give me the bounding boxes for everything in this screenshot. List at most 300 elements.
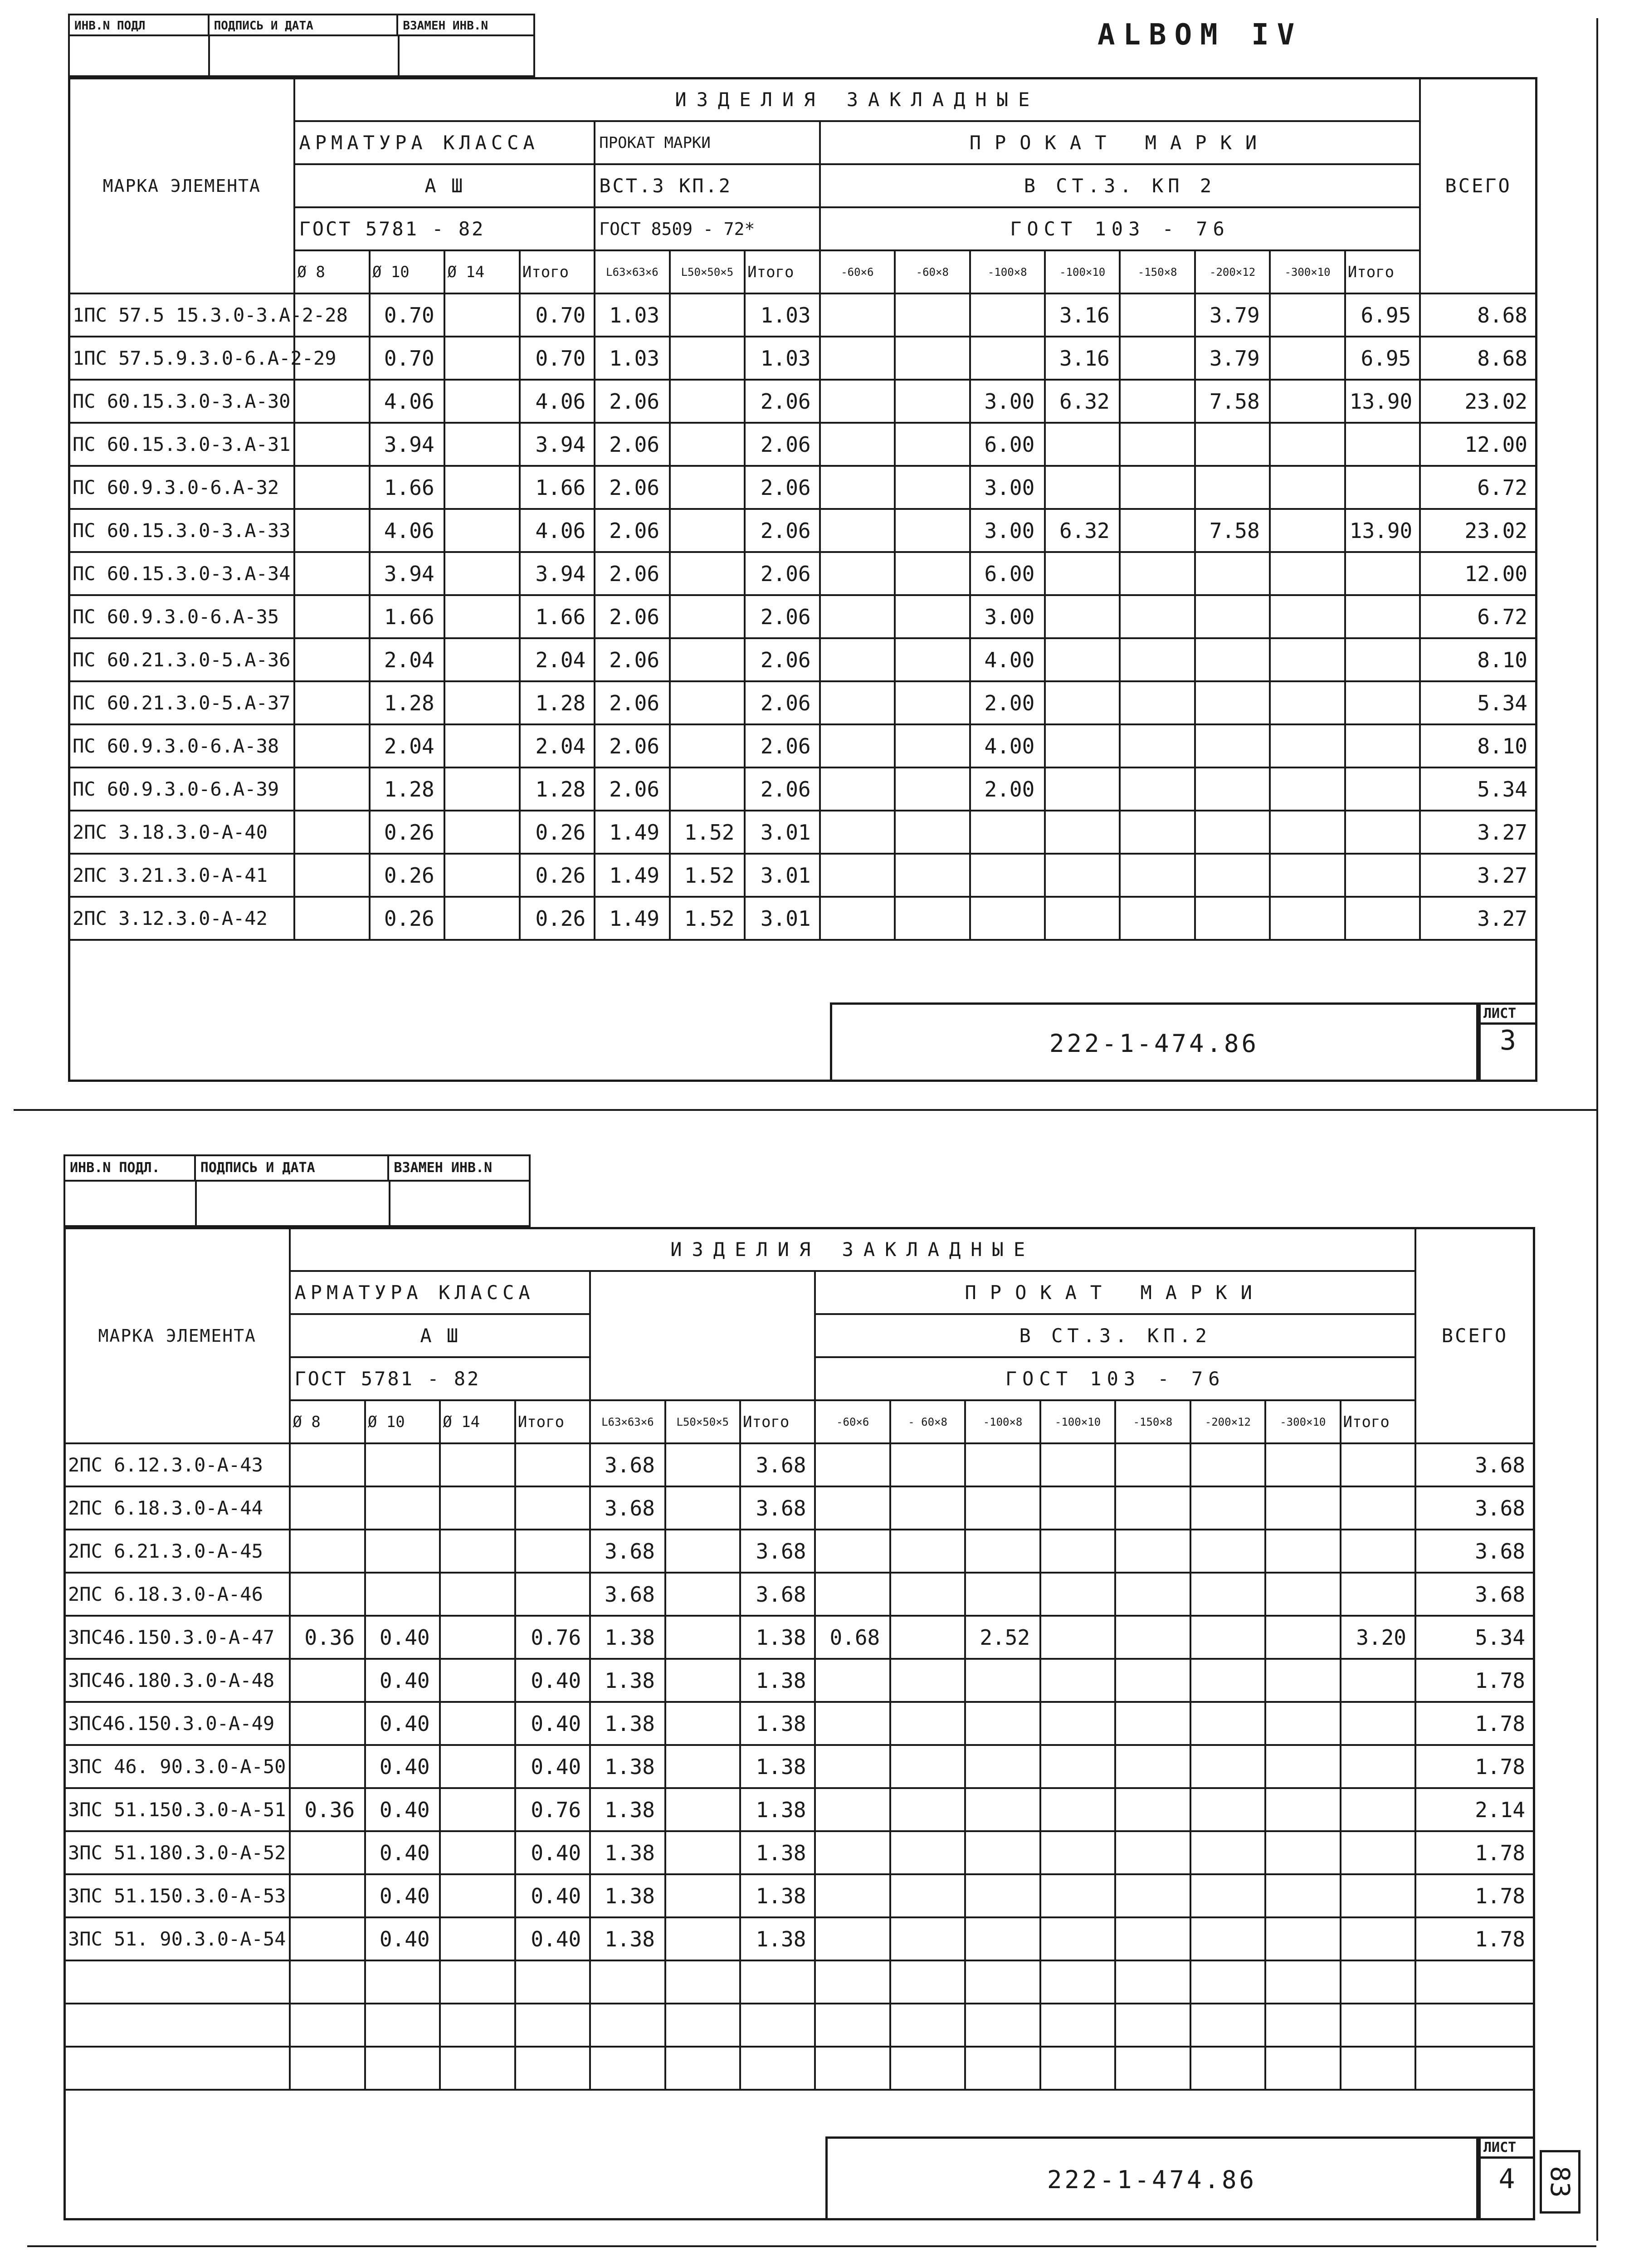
list-label: ЛИСТ <box>1481 2139 1533 2159</box>
cell-value <box>1120 767 1195 811</box>
cell-value <box>890 1443 965 1486</box>
cell-value <box>895 380 970 423</box>
cell-value <box>290 1960 365 2004</box>
row-mark: ПС 60.21.3.0-5.А-36 <box>69 638 294 681</box>
cell-value: 1.38 <box>740 1616 815 1659</box>
cell-value <box>1115 1874 1190 1917</box>
row-total: 8.10 <box>1420 724 1536 767</box>
cell-value: 4.06 <box>370 509 444 552</box>
column-header: -300×10 <box>1265 1400 1340 1443</box>
prokat2-label: ПРОКАТ МАРКИ <box>815 1271 1415 1314</box>
cell-value <box>1040 1702 1115 1745</box>
row-mark: ПС 60.9.3.0-6.А-32 <box>69 466 294 509</box>
row-total: 1.78 <box>1415 1659 1534 1702</box>
cell-value <box>1345 724 1420 767</box>
cell-value <box>1341 2047 1415 2090</box>
album-header: ALBOM IV <box>1097 18 1303 52</box>
cell-value: 1.03 <box>595 293 669 337</box>
cell-value <box>665 1486 740 1530</box>
cell-value <box>895 466 970 509</box>
cell-value: 0.36 <box>290 1616 365 1659</box>
cell-value <box>1190 1659 1265 1702</box>
cell-value <box>895 509 970 552</box>
row-total: 3.68 <box>1415 1573 1534 1616</box>
table-row <box>69 466 1536 509</box>
cell-value <box>1341 1788 1415 1831</box>
cell-value <box>1040 1874 1115 1917</box>
row-mark: 1ПС 57.5.9.3.0-6.А-2-29 <box>69 337 294 380</box>
cell-value <box>890 1831 965 1874</box>
cell-value <box>820 337 895 380</box>
cell-value: 13.90 <box>1345 509 1420 552</box>
row-mark <box>64 2004 290 2047</box>
row-mark: ПС 60.15.3.0-3.А-34 <box>69 552 294 595</box>
cell-value <box>1265 1486 1340 1530</box>
column-header: -200×12 <box>1195 250 1270 293</box>
cell-value <box>1265 2047 1340 2090</box>
row-mark <box>64 1960 290 2004</box>
cell-value <box>1040 2047 1115 2090</box>
cell-value <box>1265 1659 1340 1702</box>
cell-value <box>1120 897 1195 940</box>
cell-value <box>444 595 519 638</box>
cell-value <box>1115 2004 1190 2047</box>
cell-value <box>665 1960 740 2004</box>
cell-value: 3.01 <box>745 897 819 940</box>
cell-value: 1.52 <box>670 897 745 940</box>
cell-value: 1.38 <box>590 1745 665 1788</box>
row-total: 3.68 <box>1415 1486 1534 1530</box>
column-header: L63×63×6 <box>595 250 669 293</box>
cell-value <box>890 1745 965 1788</box>
row-mark: 1ПС 57.5 15.3.0-3.А-2-28 <box>69 293 294 337</box>
cell-value: 3.16 <box>1045 337 1120 380</box>
cell-value <box>294 552 369 595</box>
cell-value <box>444 466 519 509</box>
row-total: 6.72 <box>1420 466 1536 509</box>
cell-value: 3.68 <box>590 1573 665 1616</box>
row-mark: 3ПС46.150.3.0-А-47 <box>64 1616 290 1659</box>
cell-value: 3.68 <box>740 1443 815 1486</box>
cell-value <box>1120 811 1195 854</box>
cell-value <box>294 509 369 552</box>
cell-value <box>1120 681 1195 724</box>
cell-value <box>1045 638 1120 681</box>
cell-value <box>1045 854 1120 897</box>
cell-value <box>1045 897 1120 940</box>
cell-value <box>1115 1960 1190 2004</box>
cell-value <box>590 1960 665 2004</box>
cell-value <box>1045 811 1120 854</box>
cell-value <box>365 2047 440 2090</box>
cell-value <box>670 423 745 466</box>
cell-value <box>294 380 369 423</box>
cell-value <box>1195 724 1270 767</box>
cell-value <box>440 1831 515 1874</box>
cell-value <box>820 638 895 681</box>
cell-value <box>1341 2004 1415 2047</box>
cell-value <box>965 2004 1040 2047</box>
armatura-class-text: А Ш <box>424 175 465 197</box>
cell-value <box>1341 1659 1415 1702</box>
cell-value <box>294 767 369 811</box>
cell-value <box>440 1530 515 1573</box>
cell-value <box>820 811 895 854</box>
stamp-inv: ИНВ.N ПОДЛ. <box>65 1156 196 1180</box>
cell-value: 2.04 <box>370 724 444 767</box>
cell-value: 2.06 <box>745 595 819 638</box>
row-mark: ПС 60.15.3.0-3.А-33 <box>69 509 294 552</box>
row-total: 6.72 <box>1420 595 1536 638</box>
cell-value <box>815 2047 890 2090</box>
marka-header: МАРКА ЭЛЕМЕНТА <box>69 78 294 293</box>
armatura-label: АРМАТУРА КЛАССА <box>290 1271 590 1314</box>
cell-value <box>1040 1616 1115 1659</box>
cell-value: 4.06 <box>520 380 595 423</box>
cell-value <box>290 1745 365 1788</box>
cell-value <box>965 1960 1040 2004</box>
cell-value <box>1045 767 1120 811</box>
cell-value: 2.06 <box>745 466 819 509</box>
table-row <box>64 1530 1534 1573</box>
cell-value <box>895 724 970 767</box>
cell-value <box>290 1917 365 1960</box>
column-header: Ø 14 <box>444 250 519 293</box>
cell-value: 4.06 <box>370 380 444 423</box>
column-header: -60×8 <box>895 250 970 293</box>
table-row <box>64 1443 1534 1486</box>
column-header: -60×6 <box>820 250 895 293</box>
stamp-inv: ИНВ.N ПОДЛ <box>70 15 210 34</box>
cell-value <box>965 1702 1040 1745</box>
cell-value <box>365 1486 440 1530</box>
cell-value <box>290 2004 365 2047</box>
cell-value <box>815 1443 890 1486</box>
stamp-sign: ПОДПИСЬ И ДАТА <box>210 15 399 34</box>
doc-code-box-bottom <box>825 2136 1478 2220</box>
cell-value: 0.26 <box>520 811 595 854</box>
prokat2-marka: В СТ.3. КП.2 <box>815 1314 1415 1357</box>
cell-value <box>444 811 519 854</box>
cell-value <box>665 1788 740 1831</box>
column-header: Итого <box>745 250 819 293</box>
cell-value <box>670 724 745 767</box>
cell-value <box>815 1745 890 1788</box>
cell-value <box>1265 1530 1340 1573</box>
cell-value <box>1040 2004 1115 2047</box>
cell-value: 2.04 <box>370 638 444 681</box>
cell-value <box>965 1573 1040 1616</box>
cell-value: 3.68 <box>590 1486 665 1530</box>
cell-value <box>1120 380 1195 423</box>
cell-value <box>820 293 895 337</box>
cell-value <box>1190 1616 1265 1659</box>
cell-value <box>1045 681 1120 724</box>
doc-code: 222-1-474.86 <box>1047 2165 1257 2194</box>
column-header: L63×63×6 <box>590 1400 665 1443</box>
table-row <box>64 1616 1534 1659</box>
row-mark: 3ПС 51. 90.3.0-А-54 <box>64 1917 290 1960</box>
cell-value: 1.38 <box>590 1874 665 1917</box>
prokat1-gost: ГОСТ 8509 - 72* <box>595 207 819 250</box>
cell-value <box>365 1530 440 1573</box>
cell-value <box>1040 1960 1115 2004</box>
cell-value <box>515 1960 590 2004</box>
cell-value <box>1345 811 1420 854</box>
prokat2-marka: В СТ.3. КП 2 <box>820 164 1420 207</box>
cell-value <box>665 2004 740 2047</box>
cell-value <box>515 2047 590 2090</box>
cell-value <box>1270 552 1345 595</box>
table-row <box>64 1486 1534 1530</box>
cell-value: 3.68 <box>740 1486 815 1530</box>
cell-value: 3.94 <box>370 552 444 595</box>
cell-value <box>290 1486 365 1530</box>
cell-value <box>290 2047 365 2090</box>
cell-value <box>820 897 895 940</box>
cell-value <box>815 1702 890 1745</box>
cell-value: 1.03 <box>745 293 819 337</box>
cell-value: 2.52 <box>965 1616 1040 1659</box>
cell-value <box>665 1917 740 1960</box>
cell-value: 0.40 <box>515 1659 590 1702</box>
cell-value: 3.68 <box>590 1530 665 1573</box>
cell-value: 0.40 <box>365 1917 440 1960</box>
cell-value <box>1345 854 1420 897</box>
cell-value <box>1341 1573 1415 1616</box>
cell-value: 2.06 <box>595 638 669 681</box>
cell-value <box>1341 1831 1415 1874</box>
table-row <box>69 595 1536 638</box>
approval-stamp-bottom-cells <box>63 1182 531 1227</box>
cell-value: 1.38 <box>740 1659 815 1702</box>
cell-value: 1.38 <box>590 1917 665 1960</box>
cell-value <box>1195 466 1270 509</box>
cell-value <box>1115 1745 1190 1788</box>
cell-value <box>815 1917 890 1960</box>
armatura-gost: ГОСТ 5781 - 82 <box>294 207 595 250</box>
column-header: Ø 10 <box>365 1400 440 1443</box>
cell-value: 0.70 <box>520 337 595 380</box>
cell-value: 6.32 <box>1045 380 1120 423</box>
cell-value <box>970 854 1045 897</box>
cell-value <box>1270 897 1345 940</box>
table-row <box>69 423 1536 466</box>
cell-value: 6.95 <box>1345 337 1420 380</box>
row-mark: 3ПС 51.150.3.0-А-53 <box>64 1874 290 1917</box>
cell-value <box>815 1486 890 1530</box>
cell-value: 0.40 <box>365 1616 440 1659</box>
cell-value <box>1120 423 1195 466</box>
cell-value <box>1045 595 1120 638</box>
page-number-text: 83 <box>1545 2166 1575 2198</box>
column-header: Ø 14 <box>440 1400 515 1443</box>
cell-value: 1.66 <box>520 595 595 638</box>
cell-value <box>1190 1788 1265 1831</box>
cell-value: 2.06 <box>745 767 819 811</box>
approval-stamp-top-cells <box>68 36 535 77</box>
cell-value <box>890 2047 965 2090</box>
cell-value: 2.06 <box>595 466 669 509</box>
cell-value <box>820 681 895 724</box>
row-total: 1.78 <box>1415 1831 1534 1874</box>
cell-value: 7.58 <box>1195 509 1270 552</box>
cell-value: 0.26 <box>370 854 444 897</box>
prokat2-label: ПРОКАТ МАРКИ <box>820 121 1420 164</box>
cell-value: 0.40 <box>365 1788 440 1831</box>
column-header: -300×10 <box>1270 250 1345 293</box>
cell-value <box>590 2004 665 2047</box>
cell-value <box>820 854 895 897</box>
cell-value: 0.40 <box>515 1917 590 1960</box>
cell-value <box>820 509 895 552</box>
divider-line <box>14 1109 1596 1111</box>
cell-value <box>1120 552 1195 595</box>
marka-header: МАРКА ЭЛЕМЕНТА <box>64 1228 290 1443</box>
cell-value <box>890 1616 965 1659</box>
table-row <box>64 1874 1534 1917</box>
table-row <box>64 1917 1534 1960</box>
cell-value <box>670 638 745 681</box>
cell-value <box>1045 552 1120 595</box>
cell-value <box>1115 1788 1190 1831</box>
cell-value: 6.00 <box>970 423 1045 466</box>
cell-value: 2.06 <box>745 552 819 595</box>
cell-value <box>890 1573 965 1616</box>
cell-value <box>1265 1702 1340 1745</box>
cell-value <box>665 2047 740 2090</box>
table-row <box>69 337 1536 380</box>
cell-value <box>1341 1874 1415 1917</box>
cell-value: 0.40 <box>365 1831 440 1874</box>
embedded-items-table-top <box>68 77 1537 941</box>
cell-value <box>815 1788 890 1831</box>
row-total: 8.68 <box>1420 337 1536 380</box>
armatura-class-text: А Ш <box>420 1325 460 1347</box>
cell-value <box>815 1530 890 1573</box>
prokat1-label: ПРОКАТ МАРКИ <box>595 121 819 164</box>
cell-value <box>1040 1831 1115 1874</box>
cell-value: 6.00 <box>970 552 1045 595</box>
cell-value: 2.06 <box>595 509 669 552</box>
row-total <box>1415 2047 1534 2090</box>
cell-value: 1.03 <box>745 337 819 380</box>
cell-value <box>890 1788 965 1831</box>
cell-value: 1.38 <box>740 1917 815 1960</box>
row-total: 1.78 <box>1415 1874 1534 1917</box>
row-mark: 2ПС 3.21.3.0-А-41 <box>69 854 294 897</box>
cell-value: 0.40 <box>365 1702 440 1745</box>
cell-value <box>1045 466 1120 509</box>
cell-value <box>890 1917 965 1960</box>
cell-value: 2.06 <box>745 681 819 724</box>
cell-value: 2.06 <box>595 423 669 466</box>
cell-value <box>1341 1702 1415 1745</box>
row-mark <box>64 2047 290 2090</box>
cell-value: 3.00 <box>970 380 1045 423</box>
column-header: Итого <box>520 250 595 293</box>
cell-value <box>1190 1745 1265 1788</box>
cell-value <box>1190 1917 1265 1960</box>
cell-value <box>365 2004 440 2047</box>
cell-value: 2.06 <box>595 380 669 423</box>
cell-value: 1.49 <box>595 811 669 854</box>
cell-value <box>1270 380 1345 423</box>
cell-value: 1.38 <box>740 1874 815 1917</box>
cell-value <box>1115 1702 1190 1745</box>
cell-value: 1.38 <box>740 1788 815 1831</box>
cell-value <box>1195 595 1270 638</box>
page-number <box>1540 2150 1580 2214</box>
cell-value <box>1195 681 1270 724</box>
cell-value <box>965 1745 1040 1788</box>
cell-value <box>820 466 895 509</box>
row-mark: 3ПС 51.150.3.0-А-51 <box>64 1788 290 1831</box>
cell-value <box>590 2047 665 2090</box>
cell-value: 0.70 <box>520 293 595 337</box>
table-row <box>64 2047 1534 2090</box>
cell-value <box>1120 724 1195 767</box>
cell-value <box>1270 854 1345 897</box>
cell-value <box>440 1788 515 1831</box>
cell-value: 0.40 <box>515 1874 590 1917</box>
column-header: L50×50×5 <box>670 250 745 293</box>
table-row <box>69 724 1536 767</box>
cell-value <box>970 811 1045 854</box>
cell-value <box>294 681 369 724</box>
row-total: 3.27 <box>1420 897 1536 940</box>
row-total: 3.27 <box>1420 854 1536 897</box>
cell-value <box>740 1960 815 2004</box>
cell-value <box>444 767 519 811</box>
cell-value <box>294 897 369 940</box>
row-total: 23.02 <box>1420 380 1536 423</box>
table-row <box>69 552 1536 595</box>
cell-value <box>890 2004 965 2047</box>
cell-value: 0.40 <box>515 1702 590 1745</box>
cell-value <box>1190 1573 1265 1616</box>
cell-value: 3.79 <box>1195 293 1270 337</box>
cell-value <box>1270 293 1345 337</box>
stamp-replace: ВЗАМЕН ИНВ.N <box>394 1160 493 1176</box>
cell-value <box>965 1831 1040 1874</box>
armatura-class <box>294 164 595 207</box>
approval-stamp-top <box>68 14 535 36</box>
cell-value <box>294 423 369 466</box>
cell-value: 3.00 <box>970 509 1045 552</box>
column-header: -100×8 <box>970 250 1045 293</box>
embedded-items-table-bottom <box>63 1227 1535 2091</box>
cell-value <box>1040 1573 1115 1616</box>
row-mark: ПС 60.9.3.0-6.А-39 <box>69 767 294 811</box>
cell-value <box>670 595 745 638</box>
cell-value <box>444 423 519 466</box>
cell-value <box>440 1874 515 1917</box>
cell-value <box>1265 1917 1340 1960</box>
cell-value <box>444 681 519 724</box>
cell-value <box>890 1659 965 1702</box>
cell-value <box>1040 1486 1115 1530</box>
cell-value <box>820 767 895 811</box>
cell-value <box>965 1788 1040 1831</box>
cell-value: 1.03 <box>595 337 669 380</box>
column-header: Итого <box>740 1400 815 1443</box>
cell-value <box>444 897 519 940</box>
cell-value <box>1190 1702 1265 1745</box>
cell-value <box>965 1443 1040 1486</box>
cell-value <box>440 1659 515 1702</box>
cell-value: 1.66 <box>370 466 444 509</box>
